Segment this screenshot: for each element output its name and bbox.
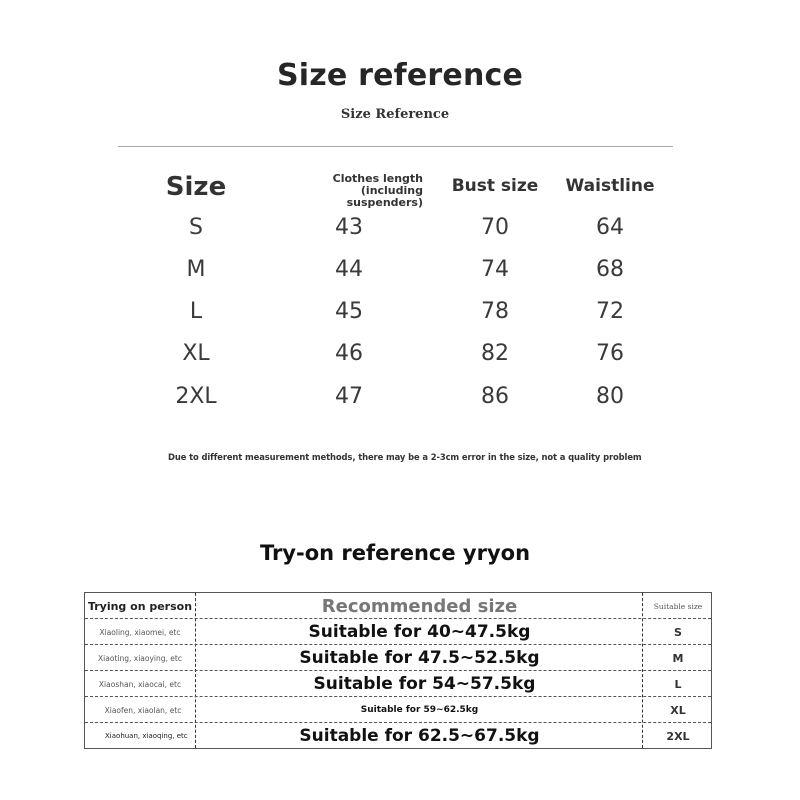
- tryon-table: [84, 592, 712, 749]
- recommended-cell: Suitable for 47.5~52.5kg: [299, 648, 540, 668]
- suitable-size-cell: S: [674, 625, 682, 639]
- size-cell: S: [189, 215, 203, 240]
- length-cell: 44: [335, 257, 363, 282]
- suitable-size-cell: M: [672, 651, 684, 665]
- suitable-size-cell: XL: [670, 703, 686, 717]
- clothes-length-line2: suspenders): [346, 196, 423, 209]
- length-cell: 47: [335, 384, 363, 409]
- waist-cell: 72: [596, 299, 624, 324]
- bust-cell: 74: [481, 257, 509, 282]
- column-header-clothes-length: [272, 173, 426, 209]
- tryon-row: [85, 723, 711, 749]
- tryon-row: [85, 697, 711, 723]
- size-row: [0, 257, 800, 299]
- size-cell: XL: [182, 341, 210, 366]
- recommended-cell: Suitable for 59~62.5kg: [360, 705, 479, 715]
- tryon-header-row: [85, 593, 711, 619]
- bust-cell: 86: [481, 384, 509, 409]
- size-row: [0, 215, 800, 257]
- person-cell: Xiaoting, xiaoying, etc: [98, 653, 182, 663]
- tryon-row: [85, 645, 711, 671]
- tryon-title: Try-on reference yryon: [259, 541, 531, 565]
- person-cell: Xiaofen, xiaolan, etc: [104, 705, 182, 715]
- recommended-cell: Suitable for 62.5~67.5kg: [299, 726, 540, 746]
- recommended-cell: Suitable for 54~57.5kg: [313, 674, 536, 694]
- column-header-suitable-size: Suitable size: [653, 601, 703, 611]
- tryon-row: [85, 619, 711, 645]
- length-cell: 45: [335, 299, 363, 324]
- suitable-size-cell: L: [674, 677, 682, 691]
- column-header-bust: Bust size: [451, 176, 539, 196]
- waist-cell: 76: [596, 341, 624, 366]
- column-header-recommended: Recommended size: [321, 595, 518, 617]
- person-cell: Xiaohuan, xiaoqing, etc: [105, 732, 188, 740]
- size-cell: M: [186, 257, 206, 282]
- length-cell: 43: [335, 215, 363, 240]
- length-cell: 46: [335, 341, 363, 366]
- waist-cell: 64: [596, 215, 624, 240]
- size-row: [0, 384, 800, 426]
- size-cell: 2XL: [175, 384, 217, 409]
- suitable-size-cell: 2XL: [666, 729, 690, 743]
- recommended-cell: Suitable for 40~47.5kg: [308, 622, 531, 642]
- column-header-waist: Waistline: [565, 176, 655, 196]
- bust-cell: 78: [481, 299, 509, 324]
- bust-cell: 82: [481, 341, 509, 366]
- measurement-note: Due to different measurement methods, there may be a 2-3cm error in the size, not a quality problem: [168, 452, 642, 462]
- person-cell: Xiaoling, xiaomei, etc: [99, 627, 181, 637]
- tryon-row: [85, 671, 711, 697]
- waist-cell: 68: [596, 257, 624, 282]
- column-header-person: Trying on person: [87, 599, 193, 613]
- clothes-length-line1: Clothes length (including: [332, 172, 423, 197]
- column-header-size: Size: [165, 172, 227, 202]
- page-subtitle: Size Reference: [340, 107, 450, 122]
- waist-cell: 80: [596, 384, 624, 409]
- size-row: [0, 299, 800, 341]
- size-cell: L: [189, 299, 203, 324]
- bust-cell: 70: [481, 215, 509, 240]
- page-title: Size reference: [276, 58, 524, 93]
- size-row: [0, 341, 800, 383]
- size-chart-header: [0, 170, 800, 210]
- person-cell: Xiaoshan, xiaocai, etc: [98, 679, 182, 689]
- divider: [118, 146, 673, 147]
